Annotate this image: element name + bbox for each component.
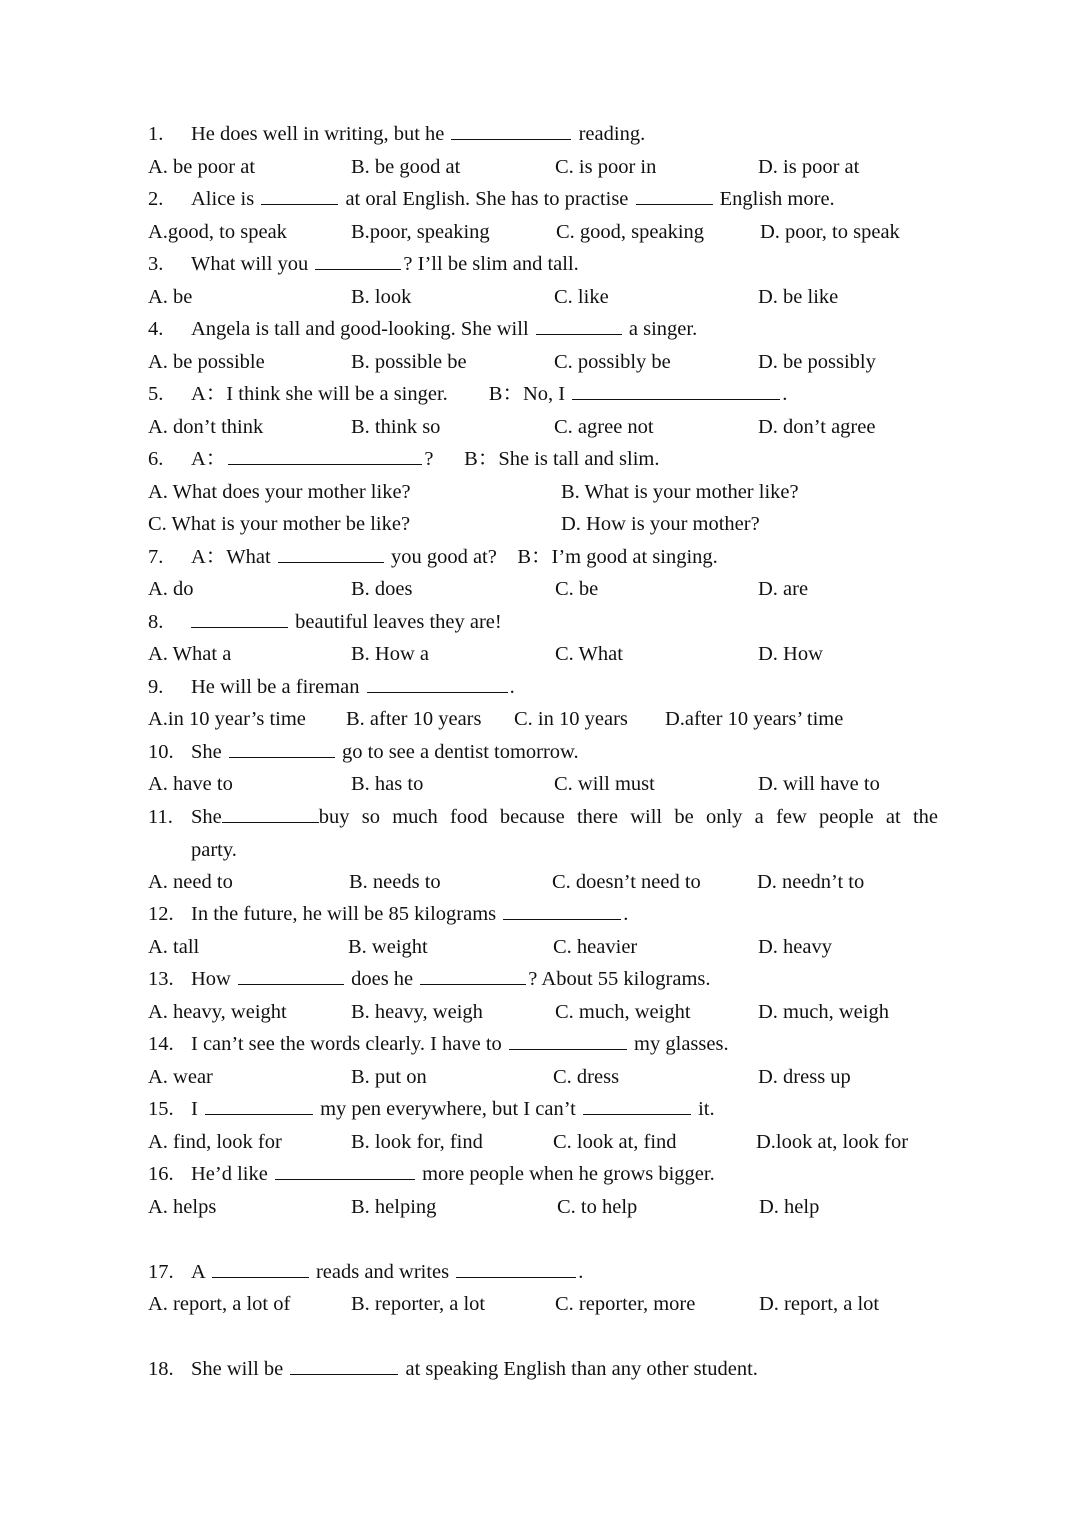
question-11-continuation: party. (191, 839, 237, 861)
answer-blank[interactable] (278, 542, 384, 563)
option-b[interactable]: B. weight (348, 936, 428, 958)
answer-blank[interactable] (536, 314, 622, 335)
question-stem: A：What you good at? B：I’m good at singing. (191, 541, 718, 573)
question-number: 5. (148, 383, 164, 405)
question-number: 13. (148, 968, 174, 990)
options-11 (148, 866, 948, 898)
option-d[interactable]: D. How is your mother? (561, 513, 760, 535)
question-2 (148, 183, 948, 215)
answer-blank[interactable] (229, 737, 335, 758)
option-a[interactable]: A. find, look for (148, 1131, 282, 1153)
question-12 (148, 898, 948, 930)
question-stem: Angela is tall and good-looking. She will a singer. (191, 313, 697, 345)
option-b[interactable]: B. look (351, 286, 412, 308)
question-16 (148, 1158, 948, 1190)
question-stem: I my pen everywhere, but I can’t it. (191, 1093, 715, 1125)
option-a[interactable]: A. wear (148, 1066, 213, 1088)
option-c[interactable]: C. will must (554, 773, 655, 795)
option-a[interactable]: A.in 10 year’s time (148, 708, 306, 730)
option-a[interactable]: A. do (148, 578, 194, 600)
option-b[interactable]: B. look for, find (351, 1131, 483, 1153)
options-14 (148, 1061, 948, 1093)
answer-blank[interactable] (228, 444, 422, 465)
answer-blank[interactable] (367, 672, 508, 693)
options-6a (148, 476, 948, 508)
option-a[interactable]: A. have to (148, 773, 233, 795)
options-16 (148, 1191, 948, 1223)
options-7 (148, 573, 948, 605)
answer-blank[interactable] (275, 1159, 415, 1180)
option-d[interactable]: D. are (758, 578, 809, 600)
question-13 (148, 963, 948, 995)
option-c[interactable]: C. What is your mother be like? (148, 513, 411, 535)
question-number: 16. (148, 1163, 174, 1185)
question-number: 8. (148, 611, 164, 633)
question-stem: He does well in writing, but he reading. (191, 118, 645, 150)
question-number: 9. (148, 676, 164, 698)
option-c[interactable]: C. be (555, 578, 599, 600)
question-5 (148, 378, 948, 410)
question-stem: A： ? B：She is tall and slim. (191, 443, 659, 475)
option-c[interactable]: C. to help (557, 1196, 638, 1218)
question-stem: A reads and writes . (191, 1256, 583, 1288)
options-3 (148, 281, 948, 313)
option-b[interactable]: B. heavy, weigh (351, 1001, 483, 1023)
question-number: 1. (148, 123, 164, 145)
option-b[interactable]: B.poor, speaking (351, 221, 490, 243)
options-5 (148, 411, 948, 443)
options-10 (148, 768, 948, 800)
option-c[interactable]: C. dress (553, 1066, 620, 1088)
options-6b (148, 508, 948, 540)
option-c[interactable]: C. is poor in (555, 156, 657, 178)
option-c[interactable]: C. What (555, 643, 623, 665)
option-c[interactable]: C. good, speaking (556, 221, 705, 243)
option-b[interactable]: B. reporter, a lot (351, 1293, 486, 1315)
question-number: 7. (148, 546, 164, 568)
option-b[interactable]: B. be good at (351, 156, 461, 178)
answer-blank[interactable] (572, 379, 780, 400)
question-stem: She will be at speaking English than any other student. (191, 1353, 758, 1385)
option-c[interactable]: C. agree not (554, 416, 654, 438)
answer-blank[interactable] (238, 964, 344, 985)
answer-blank[interactable] (509, 1029, 627, 1050)
option-d[interactable]: D. is poor at (758, 156, 860, 178)
question-stem: A：I think she will be a singer. B：No, I . (191, 378, 787, 410)
answer-blank[interactable] (261, 184, 338, 205)
question-stem: What will you ? I’ll be slim and tall. (191, 248, 579, 280)
question-number: 3. (148, 253, 164, 275)
question-4 (148, 313, 948, 345)
option-b[interactable]: B. needs to (349, 871, 441, 893)
option-a[interactable]: A. What does your mother like? (148, 481, 411, 503)
option-c[interactable]: C. like (554, 286, 609, 308)
option-d[interactable]: D. How (758, 643, 823, 665)
option-a[interactable]: A. heavy, weight (148, 1001, 287, 1023)
option-d[interactable]: D. don’t agree (758, 416, 876, 438)
option-c[interactable]: C. look at, find (553, 1131, 677, 1153)
question-10 (148, 736, 948, 768)
option-b[interactable]: B. helping (351, 1196, 437, 1218)
option-b[interactable]: B. possible be (351, 351, 467, 373)
question-3 (148, 248, 948, 280)
question-number: 6. (148, 448, 164, 470)
question-number: 11. (148, 806, 173, 828)
option-d[interactable]: D.look at, look for (756, 1131, 909, 1153)
question-number: 15. (148, 1098, 174, 1120)
option-c[interactable]: C. doesn’t need to (552, 871, 701, 893)
option-b[interactable]: B. What is your mother like? (561, 481, 799, 503)
options-15 (148, 1126, 948, 1158)
options-9 (148, 703, 948, 735)
option-b[interactable]: B. put on (351, 1066, 427, 1088)
option-b[interactable]: B. has to (351, 773, 424, 795)
question-number: 17. (148, 1261, 174, 1283)
question-8 (148, 606, 948, 638)
option-c[interactable]: C. in 10 years (514, 708, 628, 730)
question-9 (148, 671, 948, 703)
option-a[interactable]: A. helps (148, 1196, 217, 1218)
question-number: 14. (148, 1033, 174, 1055)
option-a[interactable]: A. be possible (148, 351, 265, 373)
option-b[interactable]: B. think so (351, 416, 441, 438)
option-a[interactable]: A. be poor at (148, 156, 256, 178)
option-a[interactable]: A. don’t think (148, 416, 264, 438)
question-number: 18. (148, 1358, 174, 1380)
question-15 (148, 1093, 948, 1125)
answer-blank[interactable] (212, 1257, 309, 1278)
question-stem: Alice is at oral English. She has to practise English more. (191, 183, 835, 215)
option-d[interactable]: D. be like (758, 286, 839, 308)
option-c[interactable]: C. much, weight (555, 1001, 691, 1023)
question-stem: She go to see a dentist tomorrow. (191, 736, 579, 768)
question-stem: beautiful leaves they are! (191, 606, 502, 638)
option-a[interactable]: A. report, a lot of (148, 1293, 291, 1315)
option-d[interactable]: D. dress up (758, 1066, 851, 1088)
answer-blank[interactable] (451, 119, 571, 140)
option-b[interactable]: B. does (351, 578, 413, 600)
answer-blank[interactable] (583, 1094, 691, 1115)
option-a[interactable]: A.good, to speak (148, 221, 287, 243)
option-d[interactable]: D. poor, to speak (760, 221, 900, 243)
option-c[interactable]: C. heavier (553, 936, 638, 958)
answer-blank[interactable] (420, 964, 526, 985)
question-6 (148, 443, 948, 475)
option-a[interactable]: A. What a (148, 643, 232, 665)
options-12 (148, 931, 948, 963)
option-d[interactable]: D. will have to (758, 773, 880, 795)
options-17 (148, 1288, 948, 1320)
question-stem: In the future, he will be 85 kilograms . (191, 898, 628, 930)
option-d[interactable]: D.after 10 years’ time (665, 708, 844, 730)
options-13 (148, 996, 948, 1028)
option-d[interactable]: D. report, a lot (759, 1293, 880, 1315)
option-d[interactable]: D. needn’t to (757, 871, 865, 893)
answer-blank[interactable] (191, 607, 288, 628)
option-d[interactable]: D. much, weigh (758, 1001, 889, 1023)
option-a[interactable]: A. be (148, 286, 193, 308)
question-stem: He’d like more people when he grows bigger. (191, 1158, 715, 1190)
answer-blank[interactable] (205, 1094, 313, 1115)
answer-blank[interactable] (222, 802, 319, 823)
question-stem: How does he ? About 55 kilograms. (191, 963, 711, 995)
question-number: 4. (148, 318, 164, 340)
answer-blank[interactable] (636, 184, 713, 205)
options-2 (148, 216, 948, 248)
answer-blank[interactable] (290, 1354, 398, 1375)
answer-blank[interactable] (315, 249, 401, 270)
option-a[interactable]: A. need to (148, 871, 233, 893)
question-number: 12. (148, 903, 174, 925)
question-1 (148, 118, 948, 150)
options-1 (148, 151, 948, 183)
options-4 (148, 346, 948, 378)
option-d[interactable]: D. heavy (758, 936, 833, 958)
answer-blank[interactable] (456, 1257, 576, 1278)
question-number: 10. (148, 741, 174, 763)
option-c[interactable]: C. possibly be (554, 351, 671, 373)
option-d[interactable]: D. be possibly (758, 351, 876, 373)
question-14 (148, 1028, 948, 1060)
question-stem: He will be a fireman . (191, 671, 515, 703)
options-8 (148, 638, 948, 670)
question-18 (148, 1353, 948, 1385)
option-c[interactable]: C. reporter, more (555, 1293, 696, 1315)
question-7 (148, 541, 948, 573)
answer-blank[interactable] (503, 899, 621, 920)
option-a[interactable]: A. tall (148, 936, 200, 958)
question-17 (148, 1256, 948, 1288)
question-number: 2. (148, 188, 164, 210)
option-b[interactable]: B. after 10 years (346, 708, 482, 730)
question-stem: She buy so much food because there will be only a few people at the (191, 801, 938, 833)
question-stem: I can’t see the words clearly. I have to my glasses. (191, 1028, 729, 1060)
option-d[interactable]: D. help (759, 1196, 820, 1218)
option-b[interactable]: B. How a (351, 643, 430, 665)
